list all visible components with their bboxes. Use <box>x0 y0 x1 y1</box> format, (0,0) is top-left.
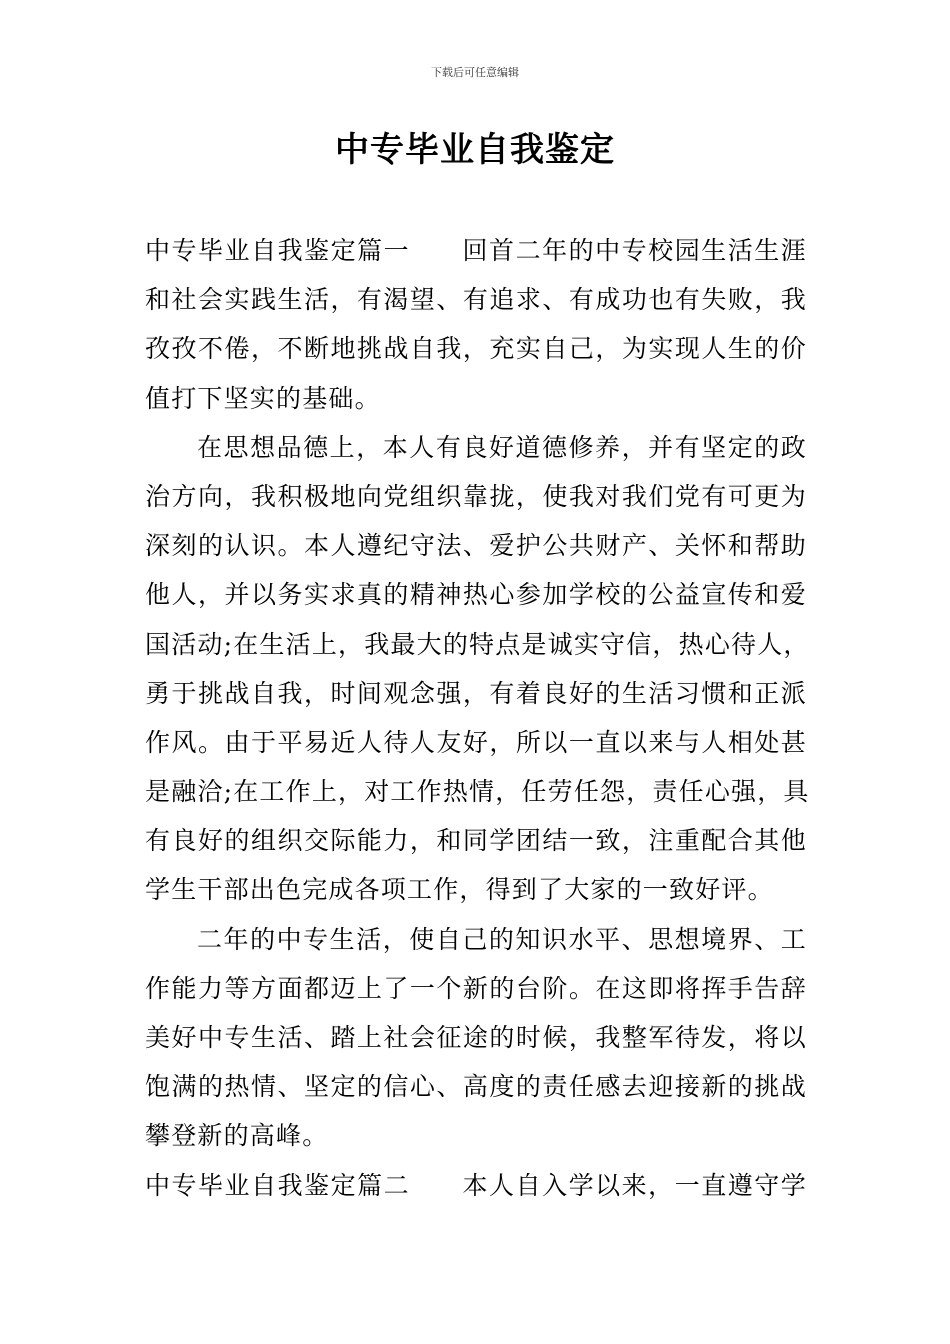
text-line <box>145 964 807 1013</box>
line-text: 在思想品德上，本人有良好道德修养，并有坚定的政 <box>197 432 807 462</box>
line-text: 和社会实践生活，有渴望、有追求、有成功也有失败，我 <box>145 285 807 315</box>
text-line <box>145 1013 807 1062</box>
header-note: 下载后可任意编辑 <box>431 66 519 79</box>
text-line <box>145 324 807 373</box>
line-text: 回首二年的中专校园生活生涯 <box>462 236 807 265</box>
line-text: 深刻的认识。本人遵纪守法、爱护公共财产、关怀和帮助 <box>145 531 807 561</box>
text-line <box>145 423 807 472</box>
line-text: 二年的中专生活，使自己的知识水平、思想境界、工 <box>197 924 807 954</box>
line-text: 美好中专生活、踏上社会征途的时候，我整军待发，将以 <box>145 1023 807 1052</box>
line-text: 有良好的组织交际能力，和同学团结一致，注重配合其他 <box>145 826 807 856</box>
section-heading: 中专毕业自我鉴定篇二 <box>145 1170 411 1200</box>
text-line <box>145 718 807 767</box>
line-text: 勇于挑战自我，时间观念强，有着良好的生活习惯和正派 <box>145 678 807 708</box>
line-text: 是融洽;在工作上，对工作热情，任劳任怨，责任心强，具 <box>145 777 810 807</box>
text-line <box>145 1161 807 1210</box>
text-line <box>145 1062 807 1111</box>
line-text: 国活动;在生活上，我最大的特点是诚实守信，热心待人， <box>145 629 810 659</box>
body-text <box>145 226 810 1210</box>
text-line <box>145 767 810 816</box>
line-text: 作风。由于平易近人待人友好，所以一直以来与人相处甚 <box>145 727 807 757</box>
section-heading: 中专毕业自我鉴定篇一 <box>145 236 411 265</box>
line-text: 孜孜不倦，不断地挑战自我，充实自己，为实现人生的价 <box>145 334 807 364</box>
page-title: 中专毕业自我鉴定 <box>335 130 615 170</box>
text-line <box>145 1111 807 1160</box>
text-line <box>145 865 807 914</box>
line-text: 他人，并以务实求真的精神热心参加学校的公益宣传和爱 <box>145 580 807 610</box>
text-line <box>145 275 807 324</box>
text-line <box>145 570 807 619</box>
line-text: 作能力等方面都迈上了一个新的台阶。在这即将挥手告辞 <box>145 973 807 1003</box>
text-line <box>145 669 807 718</box>
text-line <box>145 816 807 865</box>
line-text: 攀登新的高峰。 <box>145 1121 329 1151</box>
line-text: 治方向，我积极地向党组织靠拢，使我对我们党有可更为 <box>145 481 807 511</box>
line-text: 学生干部出色完成各项工作，得到了大家的一致好评。 <box>145 875 774 905</box>
text-line <box>145 374 807 423</box>
line-text: 本人自入学以来，一直遵守学 <box>462 1170 807 1200</box>
text-line <box>145 620 810 669</box>
text-line <box>145 472 807 521</box>
text-line <box>145 226 807 275</box>
line-text: 值打下坚实的基础。 <box>145 383 381 413</box>
text-line <box>145 521 807 570</box>
text-line <box>145 915 807 964</box>
line-text: 饱满的热情、坚定的信心、高度的责任感去迎接新的挑战 <box>145 1072 807 1102</box>
